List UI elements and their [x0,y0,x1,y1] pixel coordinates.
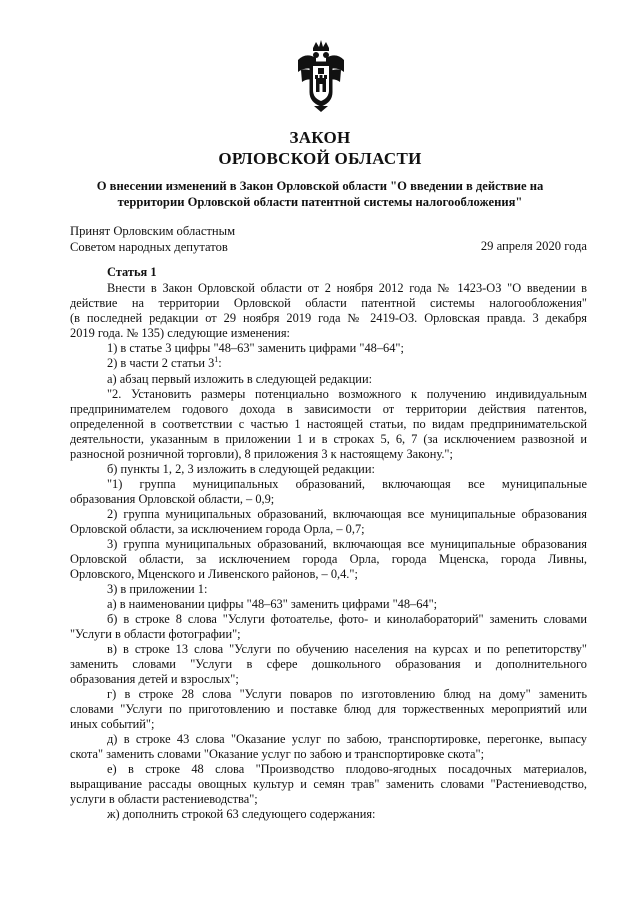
text-line: в) в строке 13 слова "Услуги по обучению населения на курсах и по репетиторству" [107,642,587,656]
text-line: "1) группа муниципальных образований, включающая все муниципальные [107,477,587,491]
text-line: 1) в статье 3 цифры "48–63" заменить цифрами "48–64"; [107,341,404,355]
law-subtitle [90,178,550,210]
text-line: "2. Установить размеры потенциально возможного к получению индивидуальным [107,387,587,401]
text-line: 2) группа муниципальных образований, включающая все муниципальные образования [107,507,587,521]
text-line: Орловского, Мценского и Ливенского районов, – 0,4."; [70,567,358,581]
text-line: б) в строке 8 слова "Услуги фотоателье, фото- и кинолабораторий" заменить словами [107,612,587,626]
law-title: ЗАКОН [289,128,351,147]
text-line: а) абзац первый изложить в следующей редакции: [107,372,373,386]
text-line: г) в строке 28 слова "Услуги поваров по изготовлению блюд на дому" заменить [107,687,587,701]
text-line: образования детей и взрослых"; [70,672,239,686]
text-line: е) в строке 48 слова "Производство плодово-ягодных посадочных материалов, [107,762,587,776]
adoption-block [70,223,235,255]
adoption-date: 29 апреля 2020 года [480,239,587,253]
text-line: "Услуги в области фотографии"; [70,627,241,641]
subtitle-line: территории Орловской области патентной системы налогообложения" [117,195,523,209]
coat-of-arms-icon [296,40,346,114]
text-line: 3) в приложении 1: [107,582,208,596]
text-line: Внести в Закон Орловской области от 2 ноября 2012 года № 1423-ОЗ "О введении в [107,281,587,295]
subtitle-line: О внесении изменений в Закон Орловской области "О введении в действие на [96,179,544,193]
text-line: заменить словами "Услуги в сфере дошкольного образования и дополнительного [70,657,587,671]
text-line: ж) дополнить строкой 63 следующего содержания: [107,807,376,821]
text-line: действие на территории Орловской области патентной системы налогообложения" [70,296,587,310]
text-line: а) в наименовании цифры "48–63" заменить цифрами "48–64"; [107,597,438,611]
text-line: Орловской области, за исключением города Орла, города Мценска, города Ливны, [70,552,587,566]
text-line: разносной розничной торговли), 8 приложения 3 к настоящему Закону."; [70,447,453,461]
text-line: предпринимателем годового дохода в зависимости от территории действия патентов, [70,402,587,416]
text-line: услуги в области растениеводства"; [70,792,258,806]
adoption-line: Принят Орловским областным [70,224,236,238]
text-line: (в последней редакции от 29 ноября 2019 года № 2419-ОЗ. Орловская правда. 3 декабря [70,311,587,325]
text-line: д) в строке 43 слова "Оказание услуг по забою, транспортировке, перегонке, выпасу [107,732,587,746]
text-line: словами "Услуги по приготовлению и поставке блюд для торжественных мероприятий или [70,702,587,716]
text-line: скота" заменить словами "Оказание услуг по забою и транспортировке скота"; [70,747,485,761]
article-heading: Статья 1 [107,265,157,279]
text-line: деятельности, указанным в приложении 1 и в строках 5, 6, 7 (за исключением развозной и [70,432,587,446]
superscript: 1 [214,355,219,364]
text-line: 3) группа муниципальных образований, включающая все муниципальные образования [107,537,587,551]
law-region-title: ОРЛОВСКОЙ ОБЛАСТИ [218,149,422,168]
text-line: б) пункты 1, 2, 3 изложить в следующей редакции: [107,462,375,476]
text-line: иных событий"; [70,717,155,731]
text-line: 2019 года. № 135) следующие изменения: [70,326,290,340]
text-line: образования Орловской области, – 0,9; [70,492,275,506]
adoption-line: Советом народных депутатов [70,240,228,254]
text-line: выращивание рассады овощных культур и семян трав" заменить словами "Растениеводство, [70,777,587,791]
text-line: Орловской области, за исключением города Орла, – 0,7; [70,522,365,536]
text-line: определенной в соответствии с частью 1 настоящей статьи, по видам предпринимательской [70,417,587,431]
text-line: 2) в части 2 статьи $3^1$: [107,355,222,370]
